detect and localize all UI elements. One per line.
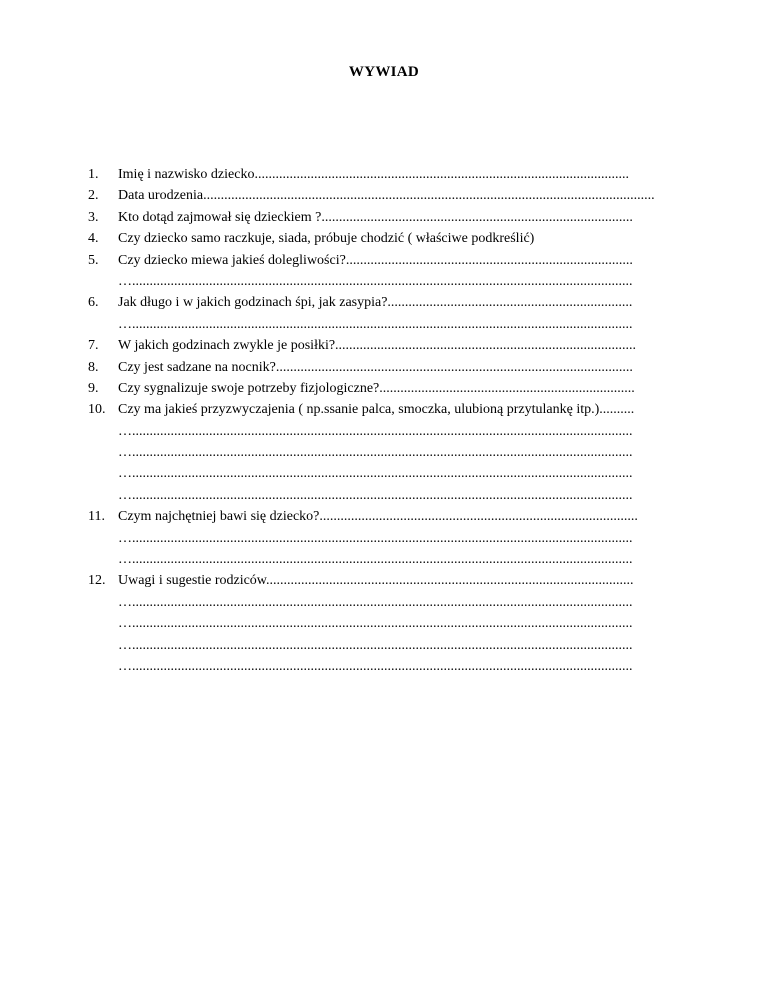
question-item [88, 570, 698, 591]
question-item [88, 292, 698, 313]
answer-dotted-line: …............................................................................................................................................... [118, 552, 633, 568]
question-item [88, 185, 698, 206]
question-text: Jak długo i w jakich godzinach śpi, jak zasypia?...................................................................... [118, 295, 633, 311]
question-text: Czy dziecko miewa jakieś dolegliwości?.................................................................................. [118, 252, 633, 268]
question-number: 11. [88, 509, 105, 525]
question-text: Czym najchętniej bawi się dziecko?........................................................................................... [118, 509, 638, 525]
answer-line [88, 314, 698, 335]
question-item [88, 250, 698, 271]
question-number: 12. [88, 573, 106, 589]
question-item [88, 228, 698, 249]
question-item [88, 399, 698, 420]
question-text: Czy ma jakieś przyzwyczajenia ( np.ssanie palca, smoczka, ulubioną przytulankę itp.).......... [118, 402, 635, 418]
question-item [88, 207, 698, 228]
answer-line [88, 528, 698, 549]
question-number: 3. [88, 209, 99, 225]
document-title: WYWIAD [348, 64, 420, 80]
question-number: 9. [88, 380, 99, 396]
answer-dotted-line: …............................................................................................................................................... [118, 316, 633, 332]
answer-dotted-line: …............................................................................................................................................... [118, 594, 633, 610]
answer-dotted-line: …............................................................................................................................................... [118, 530, 633, 546]
question-text: Czy sygnalizuje swoje potrzeby fizjologiczne?......................................................................... [118, 380, 635, 396]
answer-line [88, 271, 698, 292]
answer-line [88, 421, 698, 442]
question-item [88, 506, 698, 527]
question-text: W jakich godzinach zwykle je posiłki?...................................................................................... [118, 338, 637, 354]
answer-line [88, 463, 698, 484]
answer-dotted-line: …............................................................................................................................................... [118, 423, 633, 439]
answer-line [88, 442, 698, 463]
answer-dotted-line: …............................................................................................................................................... [118, 445, 633, 461]
question-number: 10. [88, 402, 106, 418]
answer-dotted-line: …............................................................................................................................................... [118, 466, 633, 482]
answer-line [88, 592, 698, 613]
answer-line [88, 485, 698, 506]
question-list [88, 164, 698, 677]
answer-line [88, 613, 698, 634]
question-text: Imię i nazwisko dziecko........................................................................................................... [118, 167, 629, 182]
question-number: 7. [88, 338, 99, 354]
question-number: 5. [88, 252, 99, 268]
answer-line [88, 656, 698, 677]
question-text: Kto dotąd zajmował się dzieckiem ?......................................................................................... [118, 209, 633, 225]
question-number: 8. [88, 359, 99, 375]
question-item [88, 378, 698, 399]
answer-line [88, 549, 698, 570]
question-text: Czy dziecko samo raczkuje, siada, próbuje chodzić ( właściwe podkreślić) [118, 231, 535, 247]
answer-dotted-line: …............................................................................................................................................... [118, 487, 633, 503]
answer-line [88, 635, 698, 656]
answer-dotted-line: …............................................................................................................................................... [118, 616, 633, 632]
question-number: 4. [88, 231, 99, 247]
answer-dotted-line: …............................................................................................................................................... [118, 273, 633, 289]
question-number: 1. [88, 167, 99, 182]
question-item [88, 164, 698, 185]
question-text: Uwagi i sugestie rodziców......................................................................................................... [118, 573, 634, 589]
question-number: 2. [88, 188, 99, 204]
question-number: 6. [88, 295, 99, 311]
answer-dotted-line: …............................................................................................................................................... [118, 658, 633, 674]
answer-dotted-line: …............................................................................................................................................... [118, 637, 633, 653]
question-item [88, 357, 698, 378]
question-text: Data urodzenia................................................................................................................................. [118, 188, 655, 204]
question-text: Czy jest sadzane na nocnik?...................................................................................................... [118, 359, 633, 375]
question-item [88, 335, 698, 356]
